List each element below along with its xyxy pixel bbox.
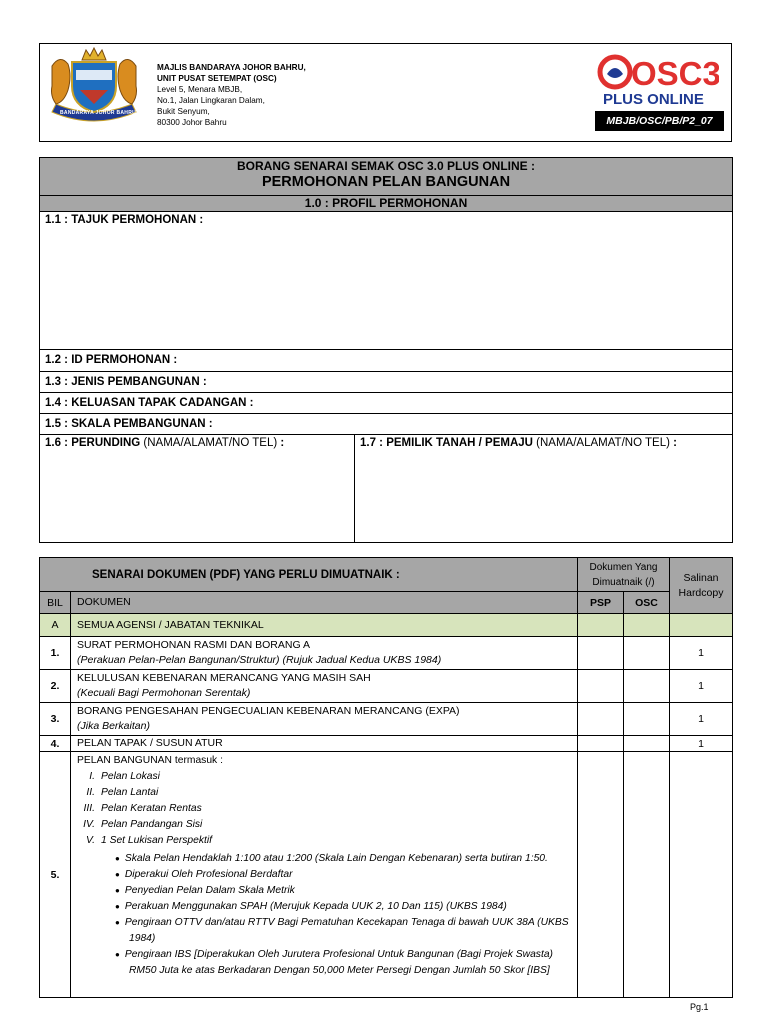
psp-checkbox-cell[interactable]: [578, 703, 624, 736]
logo-osc-text: OSC3: [631, 55, 719, 92]
bullet-text: Pengiraan OTTV dan/atau RTTV Bagi Pematuhan Kecekapan Tenaga di bawah UUK 38A (UKBS 1984): [124, 917, 569, 944]
field-application-title[interactable]: [40, 212, 733, 350]
address-line: Level 5, Menara MBJB,: [157, 85, 243, 94]
page-number: Pg.1: [690, 1002, 709, 1012]
doc-title: PELAN TAPAK / SUSUN ATUR: [77, 737, 223, 749]
list-text: 1 Set Lukisan Perspektif: [101, 835, 213, 846]
org-unit: UNIT PUSAT SETEMPAT (OSC): [157, 74, 277, 83]
field-development-scale[interactable]: [40, 414, 733, 435]
psp-checkbox-cell[interactable]: [578, 736, 624, 752]
doc-note: (Jika Berkaitan): [77, 720, 150, 732]
hardcopy-cell: [670, 752, 733, 998]
consultant-label-hint: (NAMA/ALAMAT/NO TEL): [143, 437, 278, 449]
psp-checkbox-cell[interactable]: [578, 752, 624, 998]
table-row: [40, 752, 733, 998]
list-item: [77, 785, 571, 801]
logo-plus-online-text: PLUS ONLINE: [603, 91, 704, 108]
table-row: [40, 703, 733, 736]
field-label: 1.5 : SKALA PEMBANGUNAN :: [45, 418, 213, 430]
address-line: 80300 Johor Bahru: [157, 118, 227, 127]
hardcopy-count: 1: [670, 637, 733, 670]
col-bil-header: BIL: [40, 592, 71, 614]
label-colon: :: [280, 437, 285, 449]
row-bil: 2.: [40, 670, 71, 703]
list-number: IV.: [83, 819, 95, 830]
row-bil: 1.: [40, 637, 71, 670]
bullet-icon: ●: [115, 870, 120, 879]
documents-heading: SENARAI DOKUMEN (PDF) YANG PERLU DIMUATNAIK :: [40, 558, 578, 592]
doc-title: SURAT PERMOHONAN RASMI DAN BORANG A: [77, 639, 310, 651]
field-label: 1.3 : JENIS PEMBANGUNAN :: [45, 376, 207, 388]
psp-checkbox-cell[interactable]: [578, 670, 624, 703]
psp-checkbox-cell[interactable]: [578, 614, 624, 637]
bullet-icon: ●: [115, 950, 120, 959]
section-a-bil: A: [40, 614, 71, 637]
label-colon: :: [673, 437, 677, 449]
crest-banner-text: BANDARAYA JOHOR BAHRU: [60, 110, 137, 116]
bullet-text: Skala Pelan Hendaklah 1:100 atau 1:200 (Skala Lain Dengan Kebenaran) serta butiran 1:50.: [124, 853, 548, 864]
form-title-line1: BORANG SENARAI SEMAK OSC 3.0 PLUS ONLINE :: [236, 159, 536, 173]
table-row: [40, 637, 733, 670]
field-consultant[interactable]: [40, 435, 355, 543]
bullet-icon: ●: [115, 918, 120, 927]
bullet-item: [99, 851, 571, 867]
row-bil: 5.: [40, 752, 71, 998]
consultant-label: 1.6 : PERUNDING: [45, 437, 141, 449]
list-text: Pelan Lantai: [101, 787, 159, 798]
field-site-area[interactable]: [40, 393, 733, 414]
field-land-owner[interactable]: [355, 435, 733, 543]
organisation-address: [157, 62, 306, 128]
bullet-text: Penyedian Pelan Dalam Skala Metrik: [124, 885, 295, 896]
list-item: [77, 769, 571, 785]
doc-title: BORANG PENGESAHAN PENGECUALIAN KEBENARAN MERANCANG (EXPA): [77, 705, 460, 717]
address-line: No.1, Jalan Lingkaran Dalam,: [157, 96, 265, 105]
list-number: II.: [86, 787, 95, 798]
osc-checkbox-cell[interactable]: [624, 752, 670, 998]
table-row: [40, 736, 733, 752]
hardcopy-count: 1: [670, 670, 733, 703]
bullet-icon: ●: [115, 886, 120, 895]
bullet-item: [99, 899, 571, 915]
col-uploaded-header: Dokumen Yang Dimuatnaik (/): [578, 558, 670, 592]
col-hardcopy-header: Salinan Hardcopy: [670, 558, 733, 614]
section-profile-heading: 1.0 : PROFIL PERMOHONAN: [40, 196, 733, 212]
table-row: [40, 670, 733, 703]
application-profile-table: [39, 157, 733, 543]
doc-title: PELAN BANGUNAN: [77, 755, 172, 766]
doc-title: KELULUSAN KEBENARAN MERANCANG YANG MASIH SAH: [77, 672, 371, 684]
field-label: 1.2 : ID PERMOHONAN :: [45, 354, 178, 366]
hardcopy-count: 1: [670, 703, 733, 736]
bullet-item: [99, 883, 571, 899]
osc-checkbox-cell[interactable]: [624, 670, 670, 703]
osc3-plus-online-logo: [597, 52, 719, 108]
bullet-item: [99, 867, 571, 883]
list-item: [77, 801, 571, 817]
owner-label-hint: (NAMA/ALAMAT/NO TEL): [536, 437, 670, 449]
row-bil: 3.: [40, 703, 71, 736]
form-title-line2: PERMOHONAN PELAN BANGUNAN: [261, 174, 511, 190]
section-a-title: SEMUA AGENSI / JABATAN TEKNIKAL: [71, 614, 578, 637]
address-line: Bukit Senyum,: [157, 107, 210, 116]
field-application-id[interactable]: [40, 350, 733, 372]
field-label: [360, 435, 727, 451]
field-label: 1.4 : KELUASAN TAPAK CADANGAN :: [45, 397, 254, 409]
col-osc-header: OSC: [624, 592, 670, 614]
document-checklist-table: [39, 557, 733, 998]
psp-checkbox-cell[interactable]: [578, 637, 624, 670]
col-psp-header: PSP: [578, 592, 624, 614]
field-label: 1.1 : TAJUK PERMOHONAN :: [45, 214, 204, 226]
list-text: Pelan Pandangan Sisi: [101, 819, 203, 830]
bullet-icon: ●: [115, 854, 120, 863]
bullet-text: Pengiraan IBS [Diperakukan Oleh Jurutera Profesional Untuk Bangunan (Bagi Projek Swasta) RM50 Juta ke atas Berkadaran Dengan 50,000 Meter Persegi Dengan Jumlah 50 Skor [IBS]: [124, 949, 553, 976]
list-text: Pelan Keratan Rentas: [101, 803, 202, 814]
osc-checkbox-cell[interactable]: [624, 703, 670, 736]
doc-title-suffix: termasuk :: [172, 755, 223, 766]
field-label: [45, 435, 349, 451]
bullet-item: [99, 915, 571, 947]
bullet-text: Perakuan Menggunakan SPAH (Merujuk Kepada UUK 2, 10 Dan 115) (UKBS 1984): [124, 901, 507, 912]
list-number: I.: [89, 771, 95, 782]
list-number: V.: [86, 835, 95, 846]
osc-checkbox-cell[interactable]: [624, 736, 670, 752]
list-number: III.: [83, 803, 95, 814]
form-title: [40, 158, 733, 196]
bullet-icon: ●: [115, 902, 120, 911]
bullet-item: [99, 947, 571, 979]
form-code: MBJB/OSC/PB/P2_07: [595, 111, 724, 131]
list-item: [77, 833, 571, 849]
doc-note: (Perakuan Pelan-Pelan Bangunan/Struktur) (Rujuk Jadual Kedua UKBS 1984): [77, 654, 442, 666]
bullet-text: Diperakui Oleh Profesional Berdaftar: [124, 869, 293, 880]
doc-note: (Kecuali Bagi Permohonan Serentak): [77, 687, 251, 699]
org-name: MAJLIS BANDARAYA JOHOR BAHRU,: [157, 63, 306, 72]
owner-label: 1.7 : PEMILIK TANAH / PEMAJU: [360, 437, 533, 449]
col-dokumen-header: DOKUMEN: [71, 592, 578, 614]
field-development-type[interactable]: [40, 372, 733, 393]
hardcopy-cell: [670, 614, 733, 637]
osc-checkbox-cell[interactable]: [624, 614, 670, 637]
hardcopy-count: 1: [670, 736, 733, 752]
list-text: Pelan Lokasi: [101, 771, 160, 782]
osc-checkbox-cell[interactable]: [624, 637, 670, 670]
row-bil: 4.: [40, 736, 71, 752]
list-item: [77, 817, 571, 833]
